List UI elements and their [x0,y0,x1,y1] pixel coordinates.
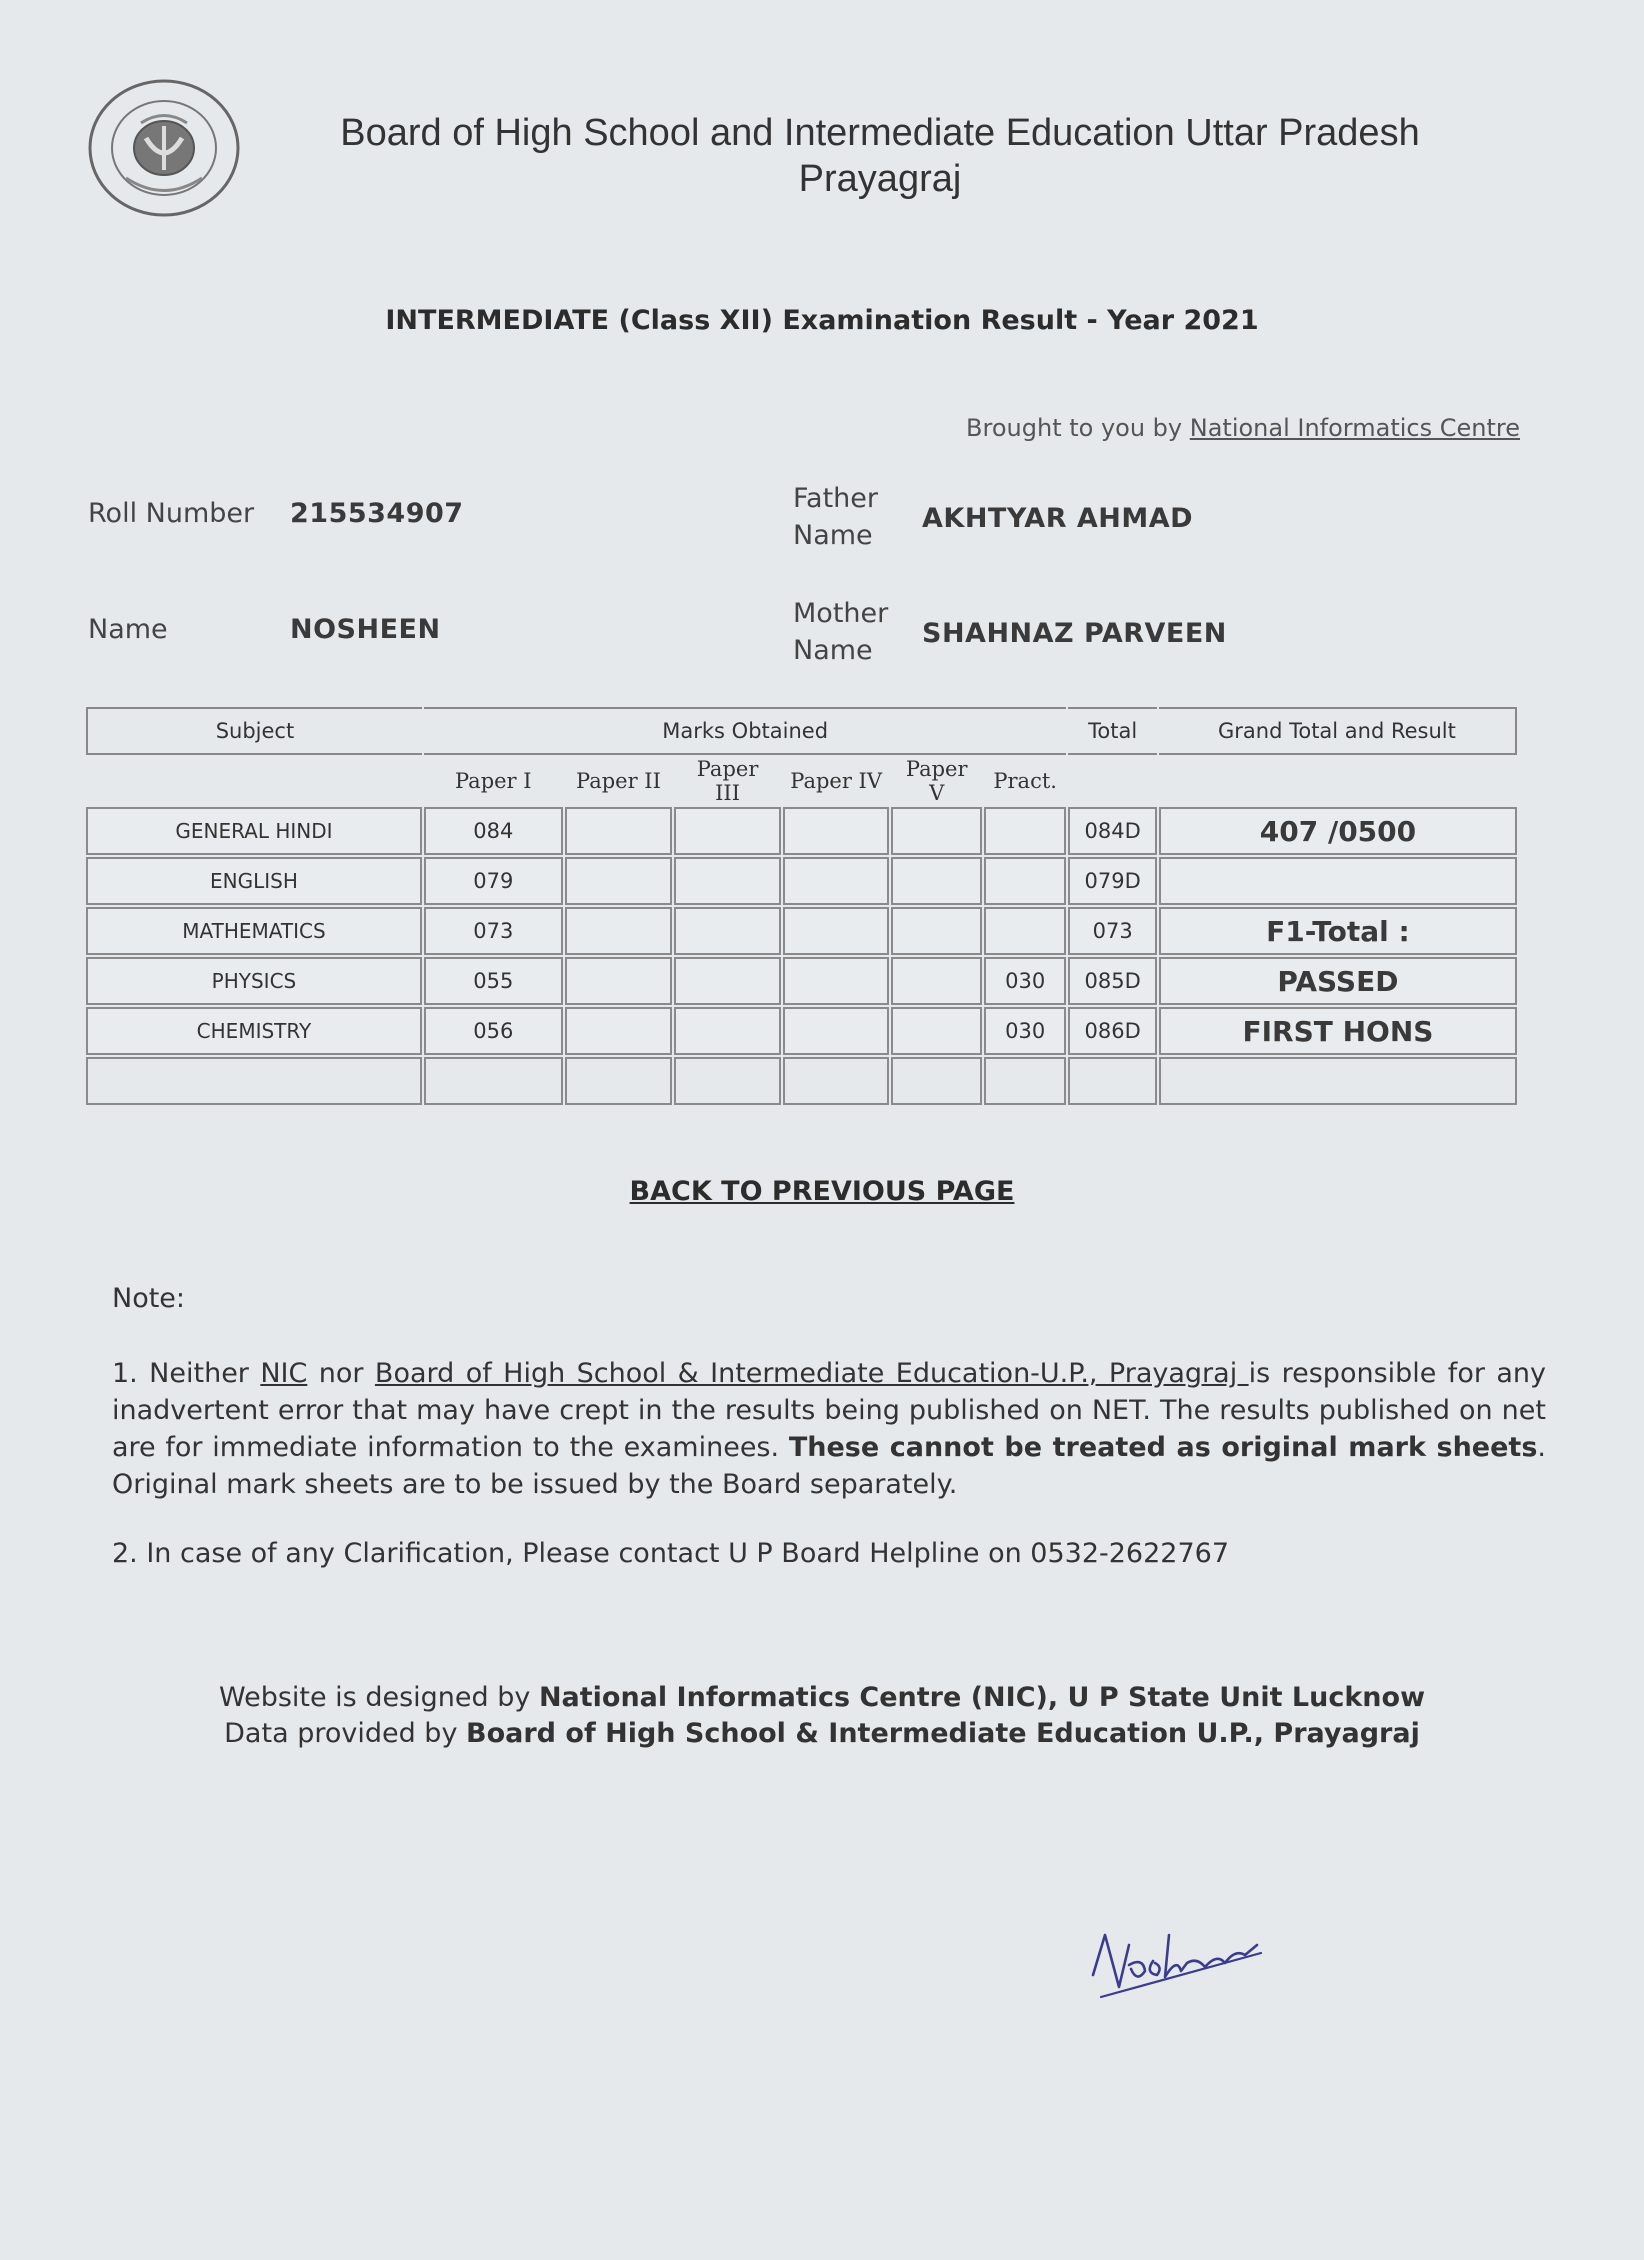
marks-obtained-header: Marks Obtained [424,707,1067,755]
paper-2-cell [565,1007,673,1055]
marks-table [84,705,1519,1107]
paper-3-header: Paper III [696,757,759,805]
subject-cell: ENGLISH [86,857,422,905]
paper-1-cell: 073 [424,907,563,955]
table-row-empty [86,1057,1517,1105]
table-row [86,807,1517,855]
paper-4-header: Paper IV [790,769,883,793]
result-status: PASSED [1159,957,1517,1005]
total-cell: 084D [1068,807,1157,855]
father-name-label: Father Name [793,483,879,551]
brought-by-text: Brought to you by National Informatics Centre [966,414,1520,442]
roll-number-value: 215534907 [290,498,464,529]
result-cell [1159,857,1517,905]
practical-cell [984,857,1066,905]
table-row [86,957,1517,1005]
back-to-previous-page-link[interactable]: BACK TO PREVIOUS PAGE [629,1176,1015,1207]
subject-cell: PHYSICS [86,957,422,1005]
paper-4-cell [783,907,890,955]
total-cell: 073 [1068,907,1157,955]
paper-2-cell [565,957,673,1005]
paper-3-cell [674,1007,781,1055]
paper-2-cell [565,807,673,855]
paper-1-cell: 055 [424,957,563,1005]
paper-3-cell [674,857,781,905]
result-division: FIRST HONS [1159,1007,1517,1055]
paper-1-cell: 084 [424,807,563,855]
signature-icon [1085,1905,1270,2015]
total-header: Total [1068,707,1157,755]
paper-4-cell [783,1007,890,1055]
board-title: Board of High School and Intermediate Education Uttar Pradesh Prayagraj [340,112,1420,200]
paper-5-cell [891,907,982,955]
practical-cell: 030 [984,1007,1066,1055]
paper-5-header: Paper V [905,757,968,805]
note-1: 1. Neither NIC nor Board of High School & Intermediate Education-U.P., Prayagraj is responsible for any inadvertent error that may have crept in the results being published on NET. The results published on net are for immediate information to the examinees. These cannot be treated as original mark sheets. Original mark sheets are to be issued by the Board separately. [112,1358,1546,1500]
paper-1-cell: 056 [424,1007,563,1055]
table-row [86,1007,1517,1055]
nic-link[interactable]: NIC [260,1358,308,1389]
paper-5-cell [891,957,982,1005]
total-cell: 086D [1068,1007,1157,1055]
paper-5-cell [891,807,982,855]
name-value: NOSHEEN [290,614,441,645]
paper-2-header: Paper II [576,769,661,793]
paper-2-cell [565,907,673,955]
paper-4-cell [783,857,890,905]
grand-total-header: Grand Total and Result [1159,707,1517,755]
exam-title: INTERMEDIATE (Class XII) Examination Result - Year 2021 [385,305,1259,336]
board-seal-icon [86,78,242,218]
total-cell: 079D [1068,857,1157,905]
mother-name-label: Mother Name [793,598,889,666]
table-header-row [86,707,1517,755]
table-row [86,907,1517,955]
practical-cell: 030 [984,957,1066,1005]
father-name-value: AKHTYAR AHMAD [922,503,1194,534]
total-cell: 085D [1068,957,1157,1005]
paper-1-header: Paper I [454,769,532,793]
name-label: Name [88,614,168,645]
f1-total-label: F1-Total : [1159,907,1517,955]
footer: Website is designed by National Informatics Centre (NIC), U P State Unit Lucknow Data provided by Board of High School & Intermediate Education U.P., Prayagraj [218,1682,1426,1749]
practical-cell [984,807,1066,855]
grand-total-value: 407 /0500 [1159,807,1517,855]
table-subheader-row [86,757,1517,805]
board-link[interactable]: Board of High School & Intermediate Education-U.P., Prayagraj [374,1358,1249,1389]
paper-1-cell: 079 [424,857,563,905]
subject-cell: GENERAL HINDI [86,807,422,855]
paper-3-cell [674,907,781,955]
paper-3-cell [674,957,781,1005]
paper-4-cell [783,807,890,855]
subject-header: Subject [86,707,422,755]
paper-5-cell [891,1007,982,1055]
subject-cell: MATHEMATICS [86,907,422,955]
mother-name-value: SHAHNAZ PARVEEN [922,618,1227,649]
paper-4-cell [783,957,890,1005]
practical-header: Pract. [993,769,1057,793]
note-2: 2. In case of any Clarification, Please contact U P Board Helpline on 0532-2622767 [112,1538,1230,1569]
paper-5-cell [891,857,982,905]
subject-cell: CHEMISTRY [86,1007,422,1055]
note-heading: Note: [112,1283,186,1314]
nic-link[interactable]: National Informatics Centre [1189,414,1520,442]
table-row [86,857,1517,905]
paper-2-cell [565,857,673,905]
practical-cell [984,907,1066,955]
paper-3-cell [674,807,781,855]
roll-number-label: Roll Number [88,498,255,529]
